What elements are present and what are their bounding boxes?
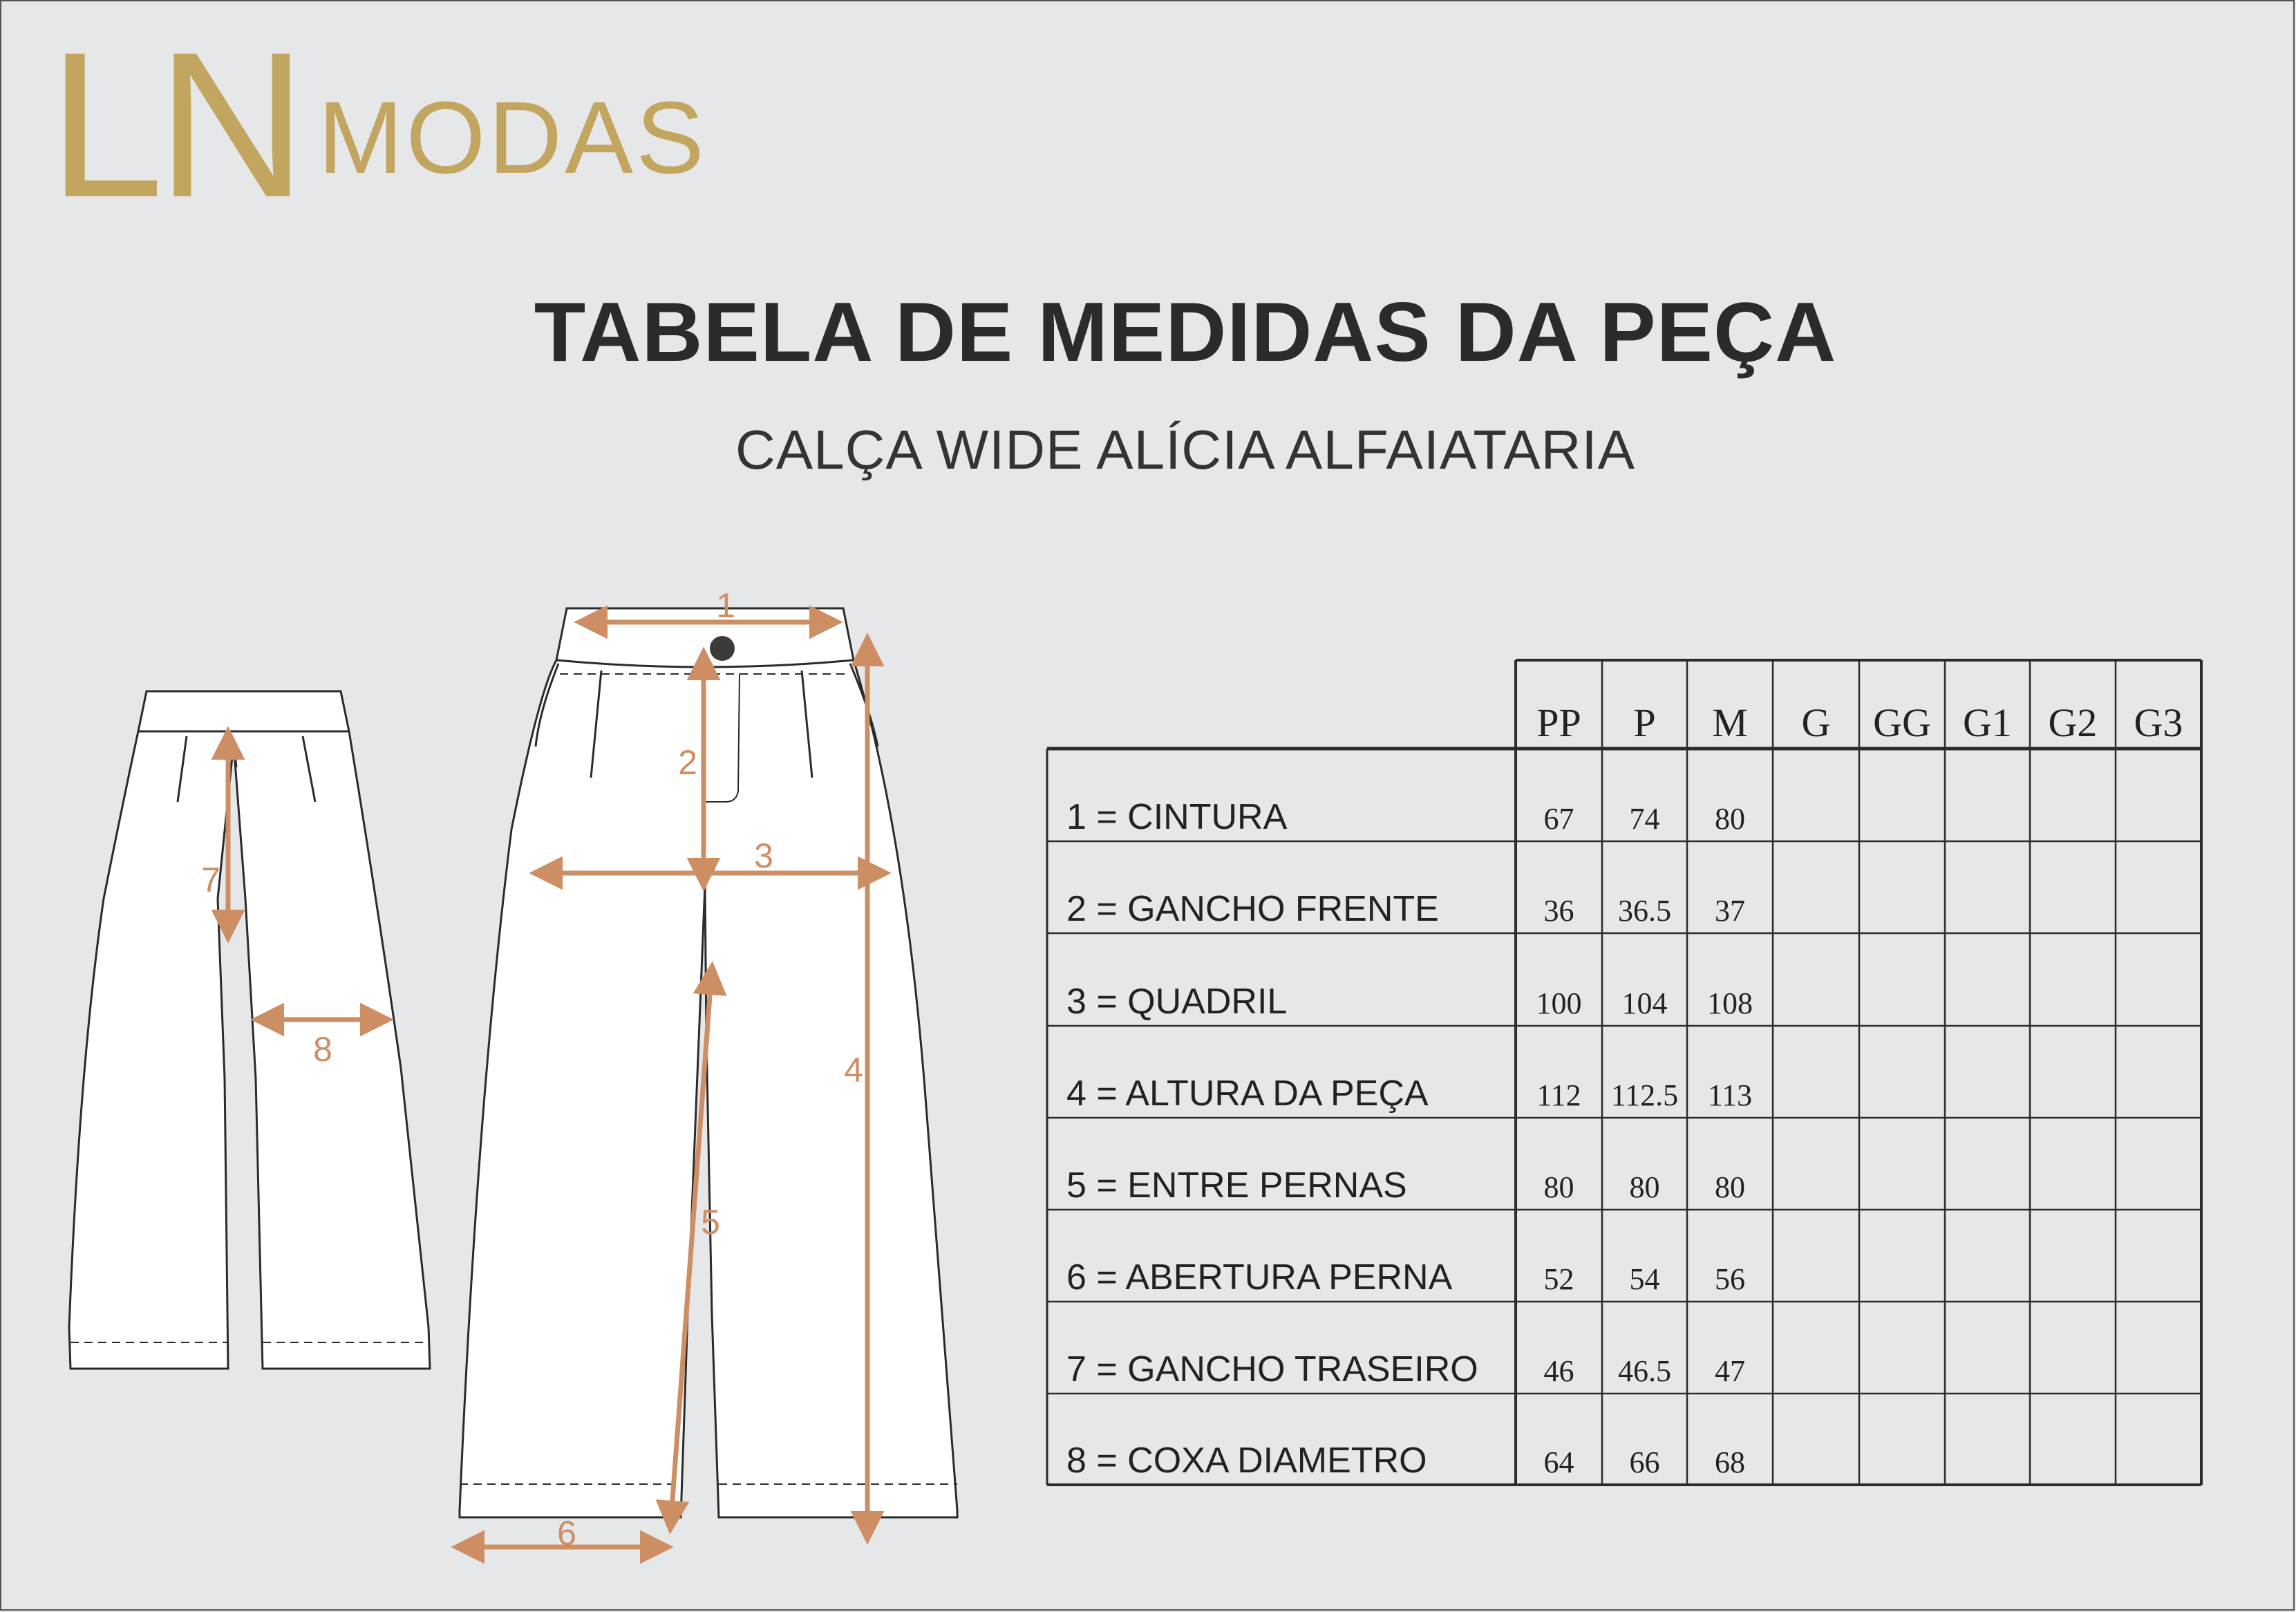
table-cell: 74 bbox=[1629, 802, 1660, 836]
measure-label-4: 4 bbox=[844, 1051, 863, 1089]
table-cell: 46.5 bbox=[1618, 1354, 1671, 1388]
table-cell: 47 bbox=[1715, 1354, 1745, 1388]
size-header-g: G bbox=[1801, 700, 1831, 745]
table-cell: 46 bbox=[1543, 1354, 1574, 1388]
page-title: TABELA DE MEDIDAS DA PEÇA bbox=[534, 285, 1837, 379]
table-cell: 52 bbox=[1543, 1262, 1574, 1296]
size-header-g3: G3 bbox=[2134, 700, 2183, 745]
table-cell: 80 bbox=[1715, 802, 1745, 836]
size-header-g1: G1 bbox=[1963, 700, 2012, 745]
table-cell: 108 bbox=[1707, 986, 1753, 1020]
size-header-pp: PP bbox=[1536, 700, 1581, 745]
measure-label-5: 5 bbox=[701, 1203, 720, 1241]
measure-label-3: 3 bbox=[754, 836, 773, 875]
table-cell: 66 bbox=[1629, 1445, 1660, 1479]
table-cell: 54 bbox=[1629, 1262, 1660, 1296]
size-header-g2: G2 bbox=[2048, 700, 2098, 745]
pants-front-view bbox=[460, 608, 957, 1517]
measure-label-8: 8 bbox=[313, 1030, 332, 1069]
measure-label-2: 2 bbox=[678, 743, 697, 782]
table-cell: 56 bbox=[1715, 1262, 1745, 1296]
size-header-m: M bbox=[1712, 700, 1748, 745]
table-cell: 68 bbox=[1715, 1445, 1745, 1479]
row-label: 8 = COXA DIAMETRO bbox=[1066, 1441, 1427, 1481]
pants-back-view bbox=[69, 691, 430, 1369]
measure-label-6: 6 bbox=[557, 1514, 576, 1553]
product-name: CALÇA WIDE ALÍCIA ALFAIATARIA bbox=[735, 419, 1636, 480]
row-label: 2 = GANCHO FRENTE bbox=[1066, 889, 1439, 929]
row-label: 3 = QUADRIL bbox=[1066, 982, 1288, 1022]
table-cell: 37 bbox=[1715, 894, 1745, 928]
size-table bbox=[1047, 660, 2201, 1485]
table-cell: 80 bbox=[1715, 1170, 1745, 1204]
row-label: 5 = ENTRE PERNAS bbox=[1066, 1165, 1407, 1206]
button-detail bbox=[710, 636, 735, 661]
brand-logo-initials: LN bbox=[48, 8, 300, 241]
table-cell: 80 bbox=[1543, 1170, 1574, 1204]
size-header-p: P bbox=[1633, 700, 1656, 745]
table-cell: 112.5 bbox=[1610, 1078, 1679, 1112]
table-cell: 100 bbox=[1536, 986, 1582, 1020]
table-cell: 112 bbox=[1536, 1078, 1581, 1112]
table-cell: 36.5 bbox=[1618, 894, 1671, 928]
row-label: 1 = CINTURA bbox=[1066, 797, 1288, 837]
row-label: 7 = GANCHO TRASEIRO bbox=[1066, 1349, 1478, 1389]
measure-label-1: 1 bbox=[716, 586, 735, 625]
row-label: 6 = ABERTURA PERNA bbox=[1066, 1257, 1453, 1297]
table-cell: 36 bbox=[1543, 894, 1574, 928]
size-header-gg: GG bbox=[1873, 700, 1931, 745]
table-cell: 67 bbox=[1543, 802, 1574, 836]
brand-logo-name: MODAS bbox=[318, 81, 707, 195]
table-cell: 80 bbox=[1629, 1170, 1660, 1204]
table-cell: 64 bbox=[1543, 1445, 1574, 1479]
row-label: 4 = ALTURA DA PEÇA bbox=[1066, 1074, 1429, 1114]
measure-label-7: 7 bbox=[201, 861, 220, 899]
table-cell: 113 bbox=[1707, 1078, 1753, 1112]
table-cell: 104 bbox=[1621, 986, 1668, 1020]
